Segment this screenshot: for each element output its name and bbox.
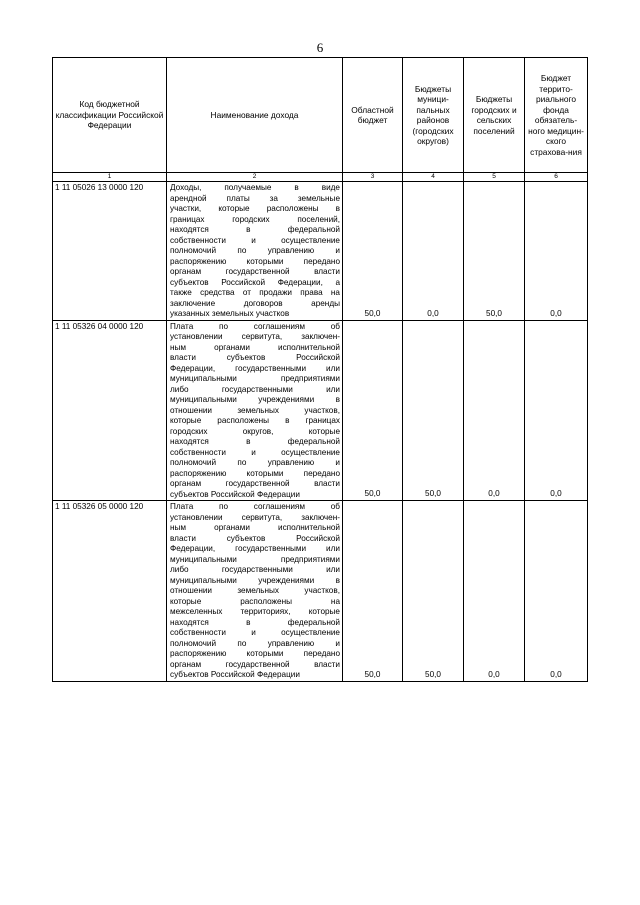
header-budget-code: Код бюджетной классификации Российской Федерации (53, 58, 167, 173)
revenue-name-line: полномочий по управлению и (170, 638, 340, 648)
revenue-name-line: полномочий по управлению и (170, 458, 340, 467)
municipal-budgets-value: 0,0 (403, 182, 464, 321)
revenue-name-line: Плата по соглашениям об (170, 321, 340, 331)
revenue-name-line: также средства от продажи права на (170, 288, 340, 297)
revenue-name-line: либо государственными или (170, 565, 340, 574)
revenue-name-line: Федерации, государственными или (170, 544, 340, 553)
column-number: 2 (167, 173, 343, 182)
revenue-name-cell (167, 501, 343, 682)
revenue-name-line: субъектов Российской Федерации (170, 489, 300, 499)
revenue-name-line: установлении сервитута, заключен- (170, 512, 340, 522)
revenue-name-line: муниципальными учреждениями в (170, 575, 340, 585)
revenue-name-line: органам государственной власти (170, 659, 340, 669)
settlement-budgets-value: 0,0 (464, 320, 525, 501)
medical-fund-value: 0,0 (525, 320, 588, 501)
settlement-budgets-value: 50,0 (464, 182, 525, 321)
revenue-name-line: либо государственными или (170, 384, 340, 394)
revenue-name-line: субъектов Российской Федерации (170, 670, 300, 679)
revenue-name-line: субъектов Российской Федерации, а (170, 277, 340, 287)
header-regional-budget: Областной бюджет (343, 58, 403, 173)
revenue-name-line: распоряжению которыми передано (170, 649, 340, 658)
column-number: 5 (464, 173, 525, 182)
header-medical-insurance-fund: Бюджет террито-риального фонда обязатель-ного медицин-ского страхова-ния (525, 58, 588, 173)
table-row (53, 182, 588, 321)
revenue-name-line: распоряжению которыми передано (170, 256, 340, 266)
header-revenue-name: Наименование дохода (167, 58, 343, 173)
revenue-name-line: которые расположены в границах (170, 416, 340, 425)
revenue-name-line: муниципальными учреждениями в (170, 395, 340, 404)
page-number: 6 (316, 40, 324, 55)
revenue-name-line: Плата по соглашениям об (170, 502, 340, 511)
revenue-name-line: указанных земельных участков (170, 309, 290, 318)
revenue-name-cell (167, 320, 343, 501)
revenue-name-line: собственности и осуществление (170, 447, 340, 457)
table-row (53, 320, 588, 501)
revenue-name-line: ным органами исполнительной (170, 342, 340, 352)
column-number-row (53, 173, 588, 182)
budget-code-cell: 1 11 05026 13 0000 120 (53, 182, 167, 321)
budget-revenue-table (52, 57, 588, 682)
revenue-name-line: собственности и осуществление (170, 628, 340, 637)
column-number: 4 (403, 173, 464, 182)
revenue-name-line: ным органами исполнительной (170, 523, 340, 532)
revenue-name-line: полномочий по управлению и (170, 246, 340, 255)
column-number: 3 (343, 173, 403, 182)
budget-code-cell: 1 11 05326 05 0000 120 (53, 501, 167, 682)
column-number: 6 (525, 173, 588, 182)
revenue-name-line: границах городских поселений, (170, 214, 340, 224)
revenue-name-line: находятся в федеральной (170, 225, 340, 234)
municipal-budgets-value: 50,0 (403, 501, 464, 682)
regional-budget-value: 50,0 (343, 182, 403, 321)
revenue-name-line: органам государственной власти (170, 479, 340, 488)
revenue-name-line: находятся в федеральной (170, 437, 340, 446)
revenue-name-line: арендной платы за земельные (170, 193, 340, 203)
table-body (53, 182, 588, 682)
revenue-name-line: распоряжению которыми передано (170, 468, 340, 478)
revenue-name-line: органам государственной власти (170, 267, 340, 276)
revenue-name-line: муниципальными предприятиями (170, 374, 340, 383)
municipal-budgets-value: 50,0 (403, 320, 464, 501)
revenue-name-line: которые расположены на (170, 596, 340, 606)
revenue-name-line: установлении сервитута, заключен- (170, 332, 340, 341)
revenue-name-line: власти субъектов Российской (170, 533, 340, 543)
settlement-budgets-value: 0,0 (464, 501, 525, 682)
revenue-name-line: Доходы, получаемые в виде (170, 183, 340, 192)
revenue-name-line: отношении земельных участков, (170, 586, 340, 595)
header-municipal-budgets: Бюджеты муници-пальных районов (городских округов) (403, 58, 464, 173)
regional-budget-value: 50,0 (343, 320, 403, 501)
revenue-name-line: Федерации, государственными или (170, 363, 340, 373)
revenue-name-line: собственности и осуществление (170, 235, 340, 245)
revenue-name-line: межселенных территориях, которые (170, 607, 340, 616)
revenue-name-line: городских округов, которые (170, 426, 340, 436)
column-number: 1 (53, 173, 167, 182)
revenue-name-line: отношении земельных участков, (170, 405, 340, 415)
revenue-name-line: власти субъектов Российской (170, 353, 340, 362)
medical-fund-value: 0,0 (525, 501, 588, 682)
table-row (53, 501, 588, 682)
revenue-name-line: участки, которые расположены в (170, 204, 340, 213)
budget-code-cell: 1 11 05326 04 0000 120 (53, 320, 167, 501)
regional-budget-value: 50,0 (343, 501, 403, 682)
revenue-name-line: находятся в федеральной (170, 617, 340, 627)
table-header-row (53, 58, 588, 173)
revenue-name-cell (167, 182, 343, 321)
header-settlement-budgets: Бюджеты городских и сельских поселений (464, 58, 525, 173)
revenue-name-line: заключение договоров аренды (170, 298, 340, 308)
revenue-name-line: муниципальными предприятиями (170, 554, 340, 564)
medical-fund-value: 0,0 (525, 182, 588, 321)
